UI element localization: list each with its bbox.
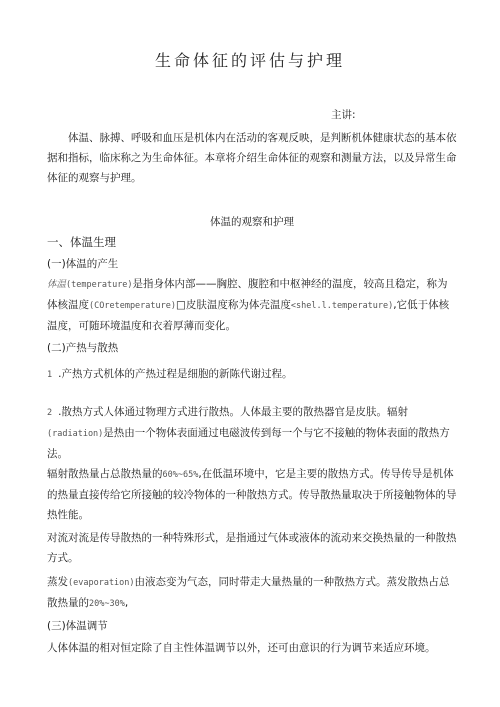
percentage-value: 20%~30% bbox=[89, 599, 125, 609]
english-term: (COretemperature) bbox=[89, 301, 176, 311]
percentage-value: 60%~65% bbox=[162, 470, 199, 480]
english-term: <shel.l.temperature) bbox=[290, 301, 394, 311]
heading-body-temperature-physiology: 一、体温生理 bbox=[47, 235, 116, 249]
subheading-temperature-regulation: (三)体温调节 bbox=[47, 620, 108, 632]
term-temperature: 体温 bbox=[47, 279, 67, 290]
text-segment: ,它低于体核温度，可随环境温度和衣着厚薄而变化。 bbox=[47, 299, 450, 332]
paragraph-radiation-conduction bbox=[47, 464, 457, 525]
intro-paragraph: 体温、脉搏、呼吸和血压是机体内在活动的客观反映，是判断机体健康状态的基本依据和指标，临床称之为生命体征。本章将介绍生命体征的观察和测量方法，以及异常生命体征的观察与护理。 bbox=[47, 132, 457, 184]
english-term: (radiation) bbox=[47, 429, 104, 439]
subheading-temperature-production: (一)体温的产生 bbox=[47, 258, 119, 270]
document-title: 生命体征的评估与护理 bbox=[154, 51, 345, 70]
item-number: 1 bbox=[47, 370, 53, 380]
text-segment: □皮肤温度称为体壳温度 bbox=[176, 299, 291, 311]
paragraph-temperature-definition bbox=[47, 274, 457, 336]
section-title: 体温的观察和护理 bbox=[210, 216, 294, 228]
speaker-label: 主讲: bbox=[331, 109, 356, 121]
text-segment: .散热方式人体通过物理方式进行散热。人体最主要的散热器官是皮肤。辐射 bbox=[58, 406, 408, 418]
text-segment: 是指身体内部——胸腔、腹腔和中枢神经的温度，较高且稳定，称为体核温度 bbox=[47, 278, 448, 311]
paragraph-temperature-regulation: 人体体温的相对恒定除了自主性体温调节以外，还可由意识的行为调节来适应环境。 bbox=[47, 642, 436, 654]
text-segment: , bbox=[124, 597, 129, 609]
item-number: 2 bbox=[47, 408, 53, 418]
text-segment: 蒸发 bbox=[47, 576, 68, 588]
paragraph-evaporation bbox=[47, 572, 457, 614]
text-segment: 由液态变为气态，同时带走大量热量的一种散热方式。蒸发散热占总散热量的 bbox=[47, 576, 450, 609]
text-segment: .产热方式机体的产热过程是细胞的新陈代谢过程。 bbox=[58, 368, 293, 380]
text-segment: 是热由一个物体表面通过电磁波传到每一个与它不接触的物体表面的散热方法。 bbox=[47, 427, 450, 460]
english-term: (temperature) bbox=[66, 280, 133, 290]
text-segment: ,在低温环境中，它是主要的散热方式。传导传导是机体的热量直接传给它所接触的较冷物体的一种散热方式。传导散热量取决于所接触物体的导热性能。 bbox=[47, 468, 457, 521]
paragraph-heat-production bbox=[47, 364, 457, 385]
text-segment: 辐射散热量占总散热量的 bbox=[47, 468, 163, 480]
paragraph-convection: 对流对流是传导散热的一种特殊形式，是指通过气体或液体的流动来交换热量的一种散热方式。 bbox=[47, 532, 457, 564]
subheading-heat-production-dissipation: (二)产热与散热 bbox=[47, 342, 119, 354]
english-term: (evaporation) bbox=[68, 578, 135, 588]
paragraph-heat-dissipation bbox=[47, 402, 457, 464]
